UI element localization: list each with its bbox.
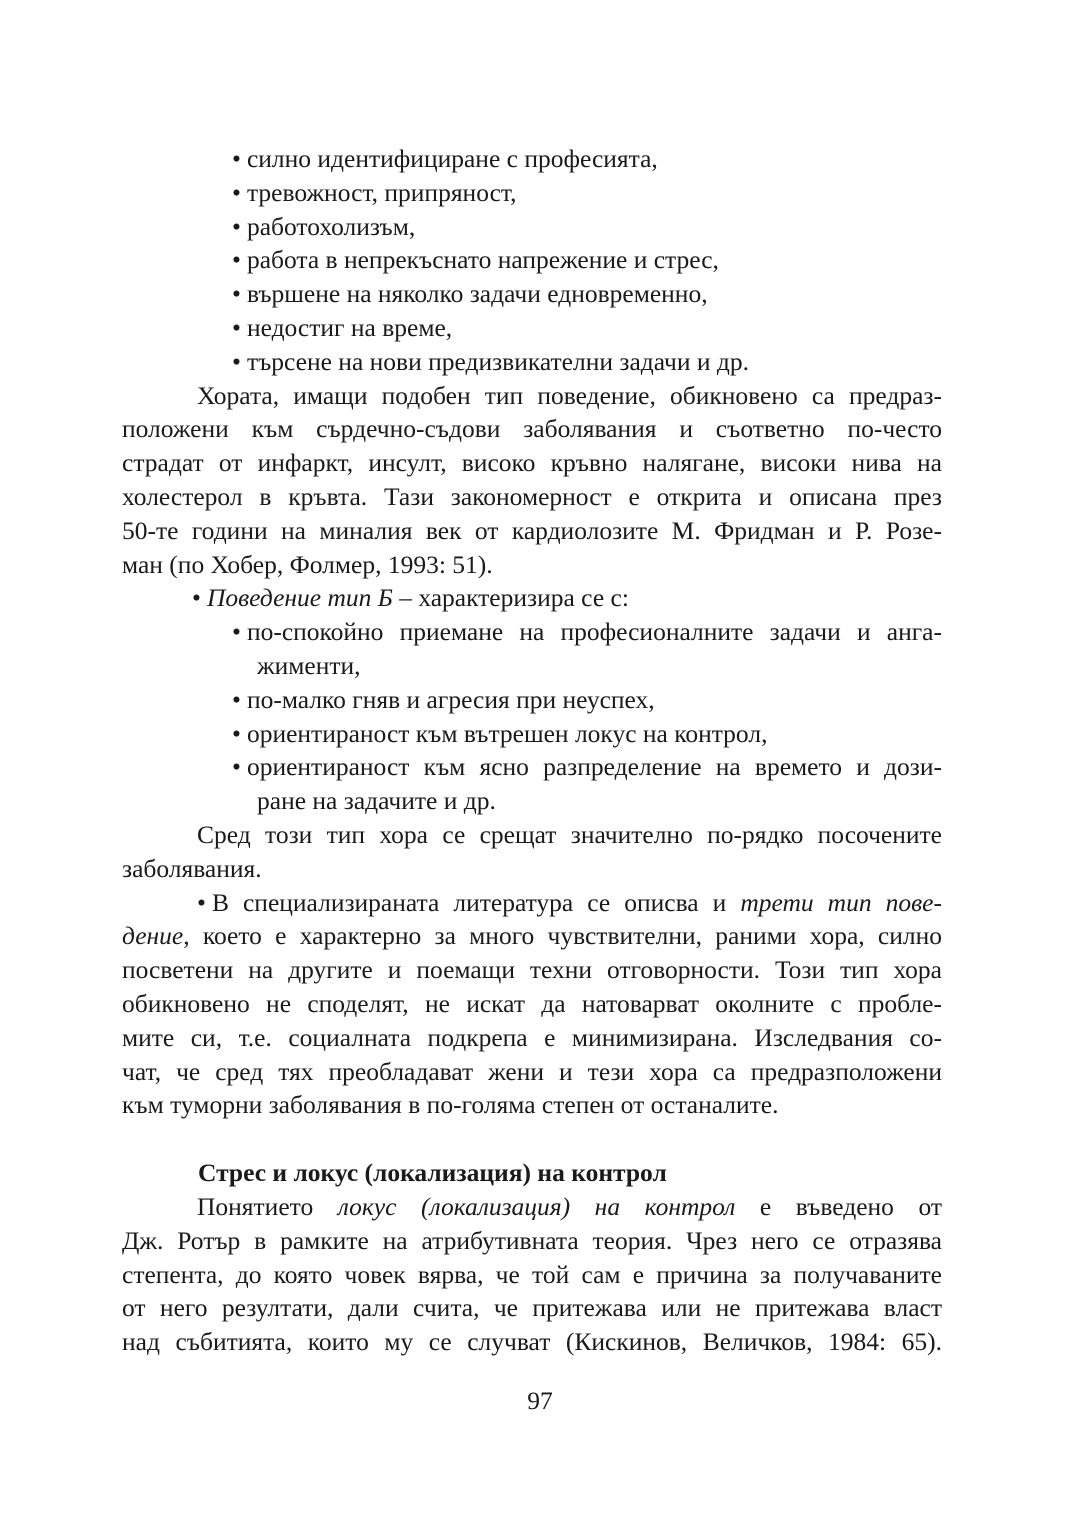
text-line: ман (по Хобер, Фолмер, 1993: 51). — [122, 549, 493, 579]
text-line: степента, до която човек вярва, че той сам е причина за получаваните — [122, 1259, 942, 1289]
paragraph-locus-of-control — [122, 1190, 942, 1359]
text-line: обикновено не споделят, не искат да натоварват околните с пробле- — [122, 988, 942, 1018]
text-line — [122, 919, 942, 953]
text-line: мите си, т.е. социалната подкрепа е минимизирана. Изследвания со- — [122, 1022, 942, 1052]
page-number: 97 — [527, 1386, 553, 1415]
text-line: положени към сърдечно-съдови заболявания и съответно по-често — [122, 414, 942, 444]
list-item: • силно идентифициране с професията, — [122, 142, 942, 176]
bullet-list-type-a — [122, 142, 942, 379]
text-line: над събитията, които му се случват (Кискинов, Величков, 1984: 65). — [122, 1327, 942, 1357]
italic-term: дение — [122, 921, 184, 951]
bullet-list-type-b — [122, 615, 942, 818]
text-line: от него резултати, дали счита, че притежава или не притежава власт — [122, 1293, 942, 1323]
spacer — [122, 1122, 942, 1156]
text-span: Понятието — [197, 1191, 338, 1221]
text-line: Хората, имащи подобен тип поведение, обикновено са предраз- — [197, 380, 942, 410]
list-item: • работа в непрекъснато напрежение и стрес, — [122, 243, 942, 277]
list-item: • по-малко гняв и агресия при неуспех, — [122, 683, 942, 717]
text-line — [122, 1190, 942, 1224]
paragraph-type-a-consequences — [122, 379, 942, 582]
text-line: Сред този тип хора се срещат значително по-рядко посочените — [197, 819, 942, 849]
text-line: посветени на другите и поемащи техни отговорности. Този тип хора — [122, 955, 942, 985]
paragraph-type-b-consequences — [122, 818, 942, 886]
list-item: • недостиг на време, — [122, 311, 942, 345]
text-line: чат, че сред тях преобладават жени и тези хора са предразположени — [122, 1056, 942, 1086]
text-line — [122, 886, 942, 920]
text-line: холестерол в кръвта. Тази закономерност е открита и описана през — [122, 481, 942, 511]
text-line: към туморни заболявания в по-голяма степен от останалите. — [122, 1090, 779, 1120]
list-item: • търсене на нови предизвикателни задачи и др. — [122, 345, 942, 379]
text-span: В специализираната литература се описва и — [211, 887, 741, 917]
list-item: • работохолизъм, — [122, 210, 942, 244]
list-item: • ориентираност към вътрешен локус на контрол, — [122, 717, 942, 751]
italic-term: локус (локализация) на контрол — [337, 1191, 736, 1221]
list-item: • вършене на няколко задачи едновременно, — [122, 277, 942, 311]
list-item: • тревожност, припряност, — [122, 176, 942, 210]
list-item-continuation: жименти, — [257, 650, 361, 680]
text-line: страдат от инфаркт, инсулт, високо кръвно налягане, високи нива на — [122, 448, 942, 478]
text-line: заболявания. — [122, 853, 262, 883]
text-span: е въведено от — [735, 1191, 942, 1221]
page-body — [122, 142, 942, 1359]
text-line: 50-те години на миналия век от кардиолозите М. Фридман и Р. Розе- — [122, 515, 942, 545]
text-line: Дж. Ротър в рамките на атрибутивната теория. Чрез него се отразява — [122, 1225, 942, 1255]
type-b-heading — [122, 581, 942, 615]
list-item-continuation: ране на задачите и др. — [257, 786, 496, 816]
paragraph-third-type — [122, 886, 942, 1123]
type-b-description: – характеризира се с: — [392, 583, 629, 613]
type-b-term: Поведение тип Б — [206, 583, 393, 613]
text-span: , което е характерно за много чувствителни, раними хора, силно — [183, 921, 942, 951]
italic-term: трети тип пове- — [740, 887, 942, 917]
list-item: • ориентираност към ясно разпределение на времето и дози- — [122, 750, 942, 784]
section-heading: Стрес и локус (локализация) на контрол — [198, 1158, 667, 1188]
list-item: • по-спокойно приемане на професионалните задачи и анга- — [122, 615, 942, 649]
